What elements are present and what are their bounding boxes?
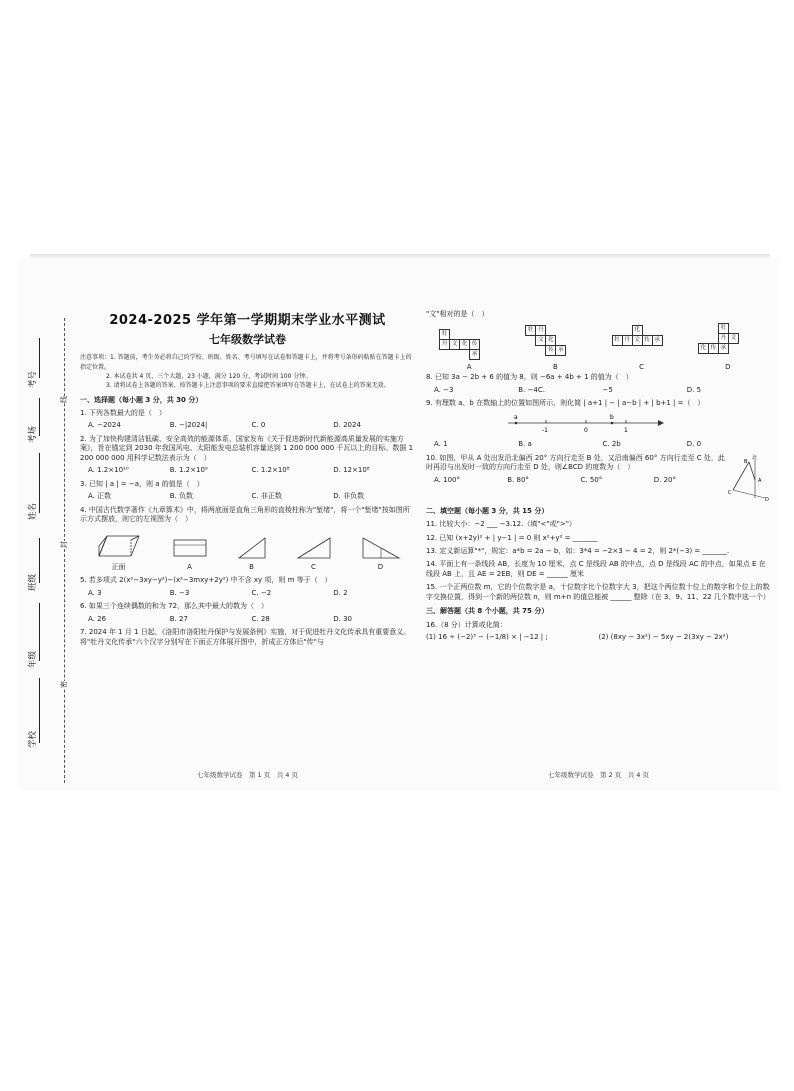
view-option-a: [172, 536, 208, 573]
notice-item: 3. 请将试卷上各题的答案，按答题卡上注意事项的要求直接把答案填写在答题卡上，在试卷上的答案无效。: [106, 382, 390, 390]
net-cell: 化: [459, 339, 470, 350]
option: D. 5: [686, 385, 702, 394]
option: C. 0: [251, 421, 266, 430]
view-option-c: [296, 536, 332, 573]
blank-kaohao: [39, 338, 40, 378]
net-cell: 丹: [718, 333, 729, 344]
notice-item: 注意事项：1. 答题前，考生务必将自己的学校、班级、姓名、考号填写在试卷和答题卡上，并将考号条形码粘贴在答题卡上的指定位置。: [80, 354, 412, 371]
net-cell: 丹: [439, 339, 450, 350]
cube-net-d: [698, 323, 758, 372]
question-16-parts: [426, 633, 771, 642]
prism-drawing: [95, 528, 143, 560]
net-cell: 文: [632, 335, 643, 346]
option: C. 50°: [580, 475, 603, 484]
option: A. 正数: [88, 492, 112, 501]
blank-school: [39, 678, 40, 743]
field-class: 班级: [28, 573, 38, 591]
question-3-options: [80, 492, 415, 501]
net-cell: 传: [469, 339, 480, 350]
question-15: 15. 一个正两位数 m，它的个位数字是 a，十位数字比个位数字大 3，把这个两位数十位上的数字和个位上的数字交换位置，得到一个新的两位数 n，则 m+n 的值总能被 ______ 整除（在 3、9、11、22 几个数中选一个）: [426, 583, 770, 601]
diagram-point-a: A: [758, 477, 762, 484]
prism-figure: [95, 528, 143, 573]
cube-net-b: [525, 323, 585, 372]
field-kaohao: 考号: [28, 370, 38, 388]
axis-label-zero: 0: [584, 426, 588, 434]
page-2-footer: 七年级数学试卷 第 2 页 共 4 页: [547, 771, 650, 780]
option: A. 3: [88, 588, 102, 597]
view-d-drawing: [361, 536, 401, 560]
exam-subtitle: 七年级数学试卷: [209, 332, 286, 346]
cube-a-label: A: [466, 363, 472, 372]
section-1-heading: 一、选择题（每小题 3 分，共 30 分）: [80, 395, 203, 404]
net-cell: 化: [545, 335, 556, 346]
option: A. 1.2×10¹⁰: [88, 466, 129, 475]
field-kaochang: 考场: [28, 425, 38, 443]
seal-line: [64, 318, 65, 783]
option: B. −4C.: [518, 385, 545, 394]
net-cell: 化: [632, 325, 643, 336]
net-cell: 丹: [622, 335, 633, 346]
question-12: 12. 已知 (x+2y)² + | y−1 | = 0 则 x²+y² = _______: [426, 533, 598, 542]
net-cell: 牡: [612, 335, 623, 346]
question-7: 7. 2024 年 1 月 1 日起，《洛阳市洛阳牡丹保护与发展条例》实施，对于促进牡丹文化传承具有重要意义。将"牡丹文化传承"六个汉字分别写在下面正方体展开图中，折成正方体后"传"与: [80, 628, 411, 646]
page-1-footer: 七年级数学试卷 第 1 页 共 4 页: [196, 771, 299, 780]
option: B. −3: [169, 588, 190, 597]
field-name: 姓名: [28, 502, 38, 520]
option: B. −|2024|: [169, 421, 208, 430]
option: B. 1.2×10⁹: [169, 466, 208, 475]
direction-diagram: [727, 454, 771, 502]
net-cell: 文: [449, 339, 460, 350]
axis-label-b: b: [610, 413, 614, 421]
field-school: 学校: [28, 730, 38, 748]
net-cell: 传: [708, 343, 719, 354]
question-7-continued: "文"相对的是（ ）: [426, 310, 489, 318]
option: A. −3: [434, 385, 454, 394]
section-2-heading: 二、填空题（每小题 3 分，共 15 分）: [426, 506, 549, 515]
net-cell: 承: [718, 343, 729, 354]
diagram-north: 北: [752, 454, 758, 461]
net-cell: 承: [652, 335, 663, 346]
net-cell: 化: [698, 343, 709, 354]
option: D. 2024: [333, 421, 361, 430]
net-cell: 文: [535, 335, 546, 346]
question-5: 5. 若多项式 2(x²−3xy−y²)−(x²−3mxy+2y²) 中不含 xy 项，则 m 等于（ ）: [80, 576, 332, 585]
option: D. 0: [686, 440, 702, 449]
question-1: 1. 下列各数最大的是（ ）: [80, 409, 166, 418]
front-label: 正面: [111, 562, 126, 571]
net-cell: 承: [469, 349, 480, 360]
cube-c-label: C: [639, 363, 645, 372]
question-9: 9. 有理数 a、b 在数轴上的位置如图所示，则化简 | a+1 | − | a−b | + | b+1 | =（ ）: [426, 399, 705, 408]
option: C. −2: [251, 588, 272, 597]
question-16: 16.（8 分）计算或化简：: [426, 620, 507, 629]
axis-label-a: a: [514, 413, 518, 421]
net-cell: 文: [728, 333, 739, 344]
question-4-figures: [80, 528, 415, 572]
cube-b-label: B: [552, 363, 558, 372]
option: C. 28: [251, 614, 270, 623]
page-2: [426, 258, 771, 790]
number-line-drawing: [506, 412, 666, 434]
blank-grade: [39, 603, 40, 661]
net-cell: 丹: [535, 325, 546, 336]
option: A. 1: [434, 440, 448, 449]
cube-nets: [426, 323, 771, 372]
question-16-part-1: (1) 16 ÷ (−2)³ − (−1/8) × | −12 | ;: [426, 633, 548, 641]
question-1-options: [80, 421, 415, 430]
option: B. 80°: [507, 475, 529, 484]
view-a-drawing: [172, 536, 208, 560]
option: A. −2024: [88, 421, 121, 430]
view-option-b: [237, 536, 267, 573]
notice-block: [80, 353, 415, 390]
option: D. 20°: [653, 475, 676, 484]
blank-kaochang: [39, 398, 40, 436]
question-2-options: [80, 466, 415, 475]
option: A. 100°: [434, 475, 460, 484]
seal-mark-feng: 封: [60, 541, 68, 548]
exam-sheet: [18, 258, 778, 790]
option: B. 27: [169, 614, 188, 623]
net-cell: 牡: [525, 325, 536, 336]
field-grade: 年级: [28, 650, 38, 668]
question-14: 14. 平面上有一条线段 AB，长度为 10 厘米，点 C 是线段 AB 的中点，点 D 是线段 AC 的中点，如果点 E 在线段 AB 上，且 AE = 2EB，则 DE = ______ 厘米: [426, 560, 766, 578]
net-cell: 牡: [718, 323, 729, 334]
option: C. 非正数: [251, 492, 282, 501]
question-6-options: [80, 615, 415, 624]
option: D. 30: [333, 614, 352, 623]
option: D. 非负数: [333, 492, 365, 501]
question-4: 4. 中国古代数学著作《九章算术》中，将两底面是直角三角形的直棱柱称为"堑堵"，将一个"堑堵"按如图所示方式摆放，则它的左视图为（ ）: [80, 505, 410, 523]
question-10: 10. 如图，甲从 A 处出发沿北偏西 20° 方向行走至 B 处，又沿南偏西 60° 方向行走至 C 处，此时再沿与出发时一致的方向行走至 D 处，则∠BCD 的度数为（ ）: [426, 453, 725, 472]
cube-net-a: [439, 323, 499, 372]
question-11: 11. 比较大小：−2 ___ −3.12.（填"<"或">"）: [426, 520, 576, 529]
axis-label-one: 1: [624, 426, 628, 434]
number-line: [426, 412, 771, 437]
binding-margin: [18, 258, 78, 790]
option: −5: [602, 385, 613, 394]
view-a-label: A: [187, 562, 192, 571]
option: B. 负数: [169, 492, 194, 501]
option: C. 1.2×10⁸: [251, 466, 290, 475]
axis-label-minus-one: -1: [542, 426, 548, 434]
view-option-d: [361, 536, 401, 573]
diagram-point-b: B: [744, 458, 748, 465]
view-c-drawing: [296, 536, 332, 560]
net-cell: 牡: [439, 329, 450, 340]
question-9-options: [426, 440, 771, 449]
cube-net-c: [612, 323, 672, 372]
net-cell: 承: [555, 345, 566, 356]
question-3: 3. 已知 | a | = −a，则 a 的值是（ ）: [80, 479, 204, 488]
exam-title: 2024-2025 学年第一学期期末学业水平测试: [109, 313, 386, 328]
question-10-options: [426, 476, 727, 485]
option: B. a: [518, 440, 532, 449]
section-3-heading: 三、解答题（共 8 个小题，共 75 分）: [426, 607, 549, 616]
blank-class: [39, 538, 40, 583]
question-10-block: [426, 450, 771, 502]
option: C. 2b: [602, 440, 621, 449]
question-2: 2. 为了加快构建清洁低碳、安全高效的能源体系，国家发布《关于促进新时代新能源高质量发展的实施方案》，旨在锚定到 2030 年我国风电、太阳能发电总装机容量达到 1 200 000 000 千瓦以上的目标。数据 1 200 000 000 用科学记数法表示为（ ）: [80, 434, 414, 462]
seal-mark-xian: 线: [60, 396, 68, 403]
question-8: 8. 已知 3a − 2b + 6 的值为 8，则 −6a + 4b + 1 的值为（ ）: [426, 373, 633, 382]
question-6: 6. 如果三个连续偶数的和为 72，那么其中最大的数为（ ）: [80, 602, 269, 611]
page-1: [80, 258, 415, 790]
cube-d-label: D: [725, 363, 731, 372]
option: D. 12×10⁸: [333, 466, 370, 475]
option: A. 26: [88, 614, 107, 623]
view-c-label: C: [311, 562, 316, 571]
question-13: 13. 定义新运算"*"，规定：a*b = 2a − b，如：3*4 = −2×3 − 4 = 2，则 2*(−3) = _______.: [426, 546, 730, 555]
diagram-point-c: C: [728, 489, 732, 496]
net-cell: 传: [545, 345, 556, 356]
view-b-label: B: [249, 562, 254, 571]
notice-item: 2. 本试卷共 4 页，三个大题，23 小题，满分 120 分，考试时间 100 分钟。: [106, 372, 312, 380]
question-16-part-2: (2) (8xy − 3x²) − 5xy − 2(3xy − 2x²): [598, 633, 729, 641]
blank-name: [39, 453, 40, 513]
diagram-point-d: D: [765, 496, 769, 502]
view-d-label: D: [377, 562, 384, 571]
option: D. 2: [333, 588, 348, 597]
net-cell: 传: [642, 335, 653, 346]
question-8-options: [426, 386, 771, 395]
question-5-options: [80, 589, 415, 598]
seal-mark-mi: 密: [60, 681, 68, 688]
view-b-drawing: [237, 536, 267, 560]
